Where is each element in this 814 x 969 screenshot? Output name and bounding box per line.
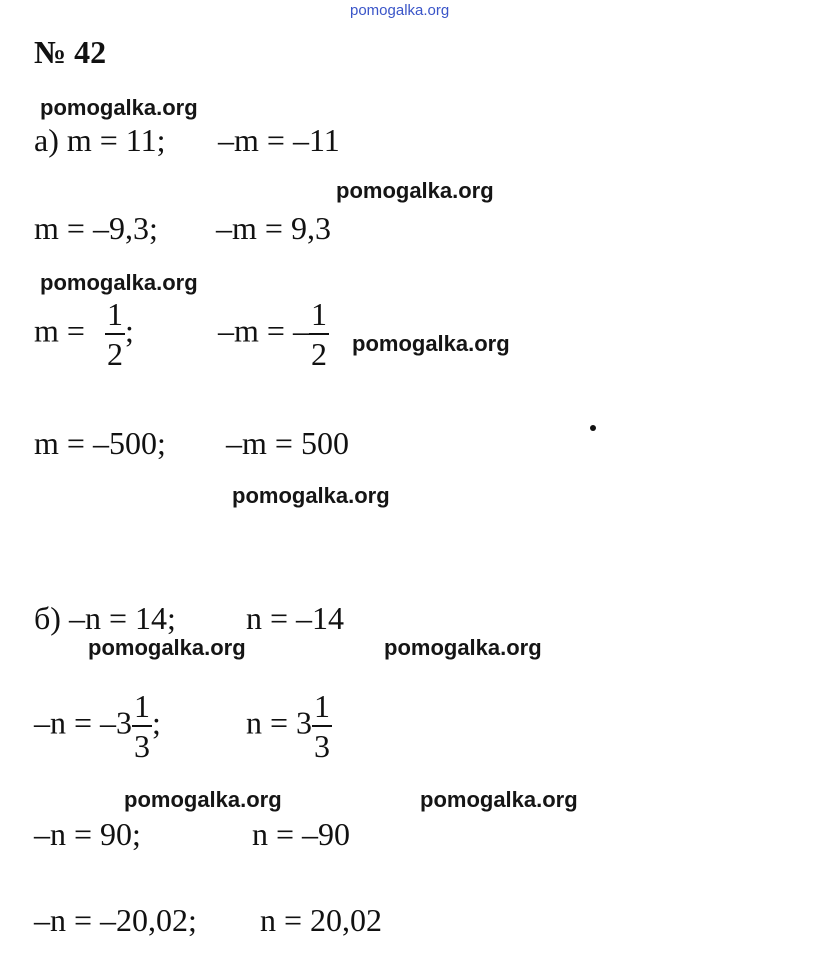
watermark: pomogalka.org — [124, 787, 282, 812]
fraction-numerator: 1 — [310, 296, 327, 332]
stray-dot — [590, 425, 596, 431]
fraction-bar — [105, 333, 125, 335]
fraction-bar — [132, 725, 152, 727]
equation-a3-left-prefix: m = — [34, 312, 85, 349]
equation-b1-right: n = –14 — [246, 600, 345, 636]
equation-a1-left: а) m = 11; — [34, 122, 166, 158]
equation-a2-right: –m = 9,3 — [216, 210, 331, 246]
problem-number: № 42 — [34, 34, 107, 70]
watermark: pomogalka.org — [40, 95, 198, 120]
equation-a3-right-prefix: –m = – — [218, 312, 309, 349]
equation-b2-left-prefix: –n = –3 — [34, 704, 133, 741]
fraction-numerator: 1 — [134, 688, 151, 724]
watermark: pomogalka.org — [232, 483, 390, 508]
watermark-top: pomogalka.org — [350, 2, 450, 19]
fraction-denominator: 3 — [134, 728, 151, 764]
equation-b4-left: –n = –20,02; — [34, 902, 197, 938]
fraction-numerator: 1 — [314, 688, 331, 724]
equation-a1-right: –m = –11 — [218, 122, 340, 158]
fraction-bar — [312, 725, 332, 727]
equation-a4-right: –m = 500 — [226, 425, 349, 461]
fraction-numerator: 1 — [106, 296, 123, 332]
equation-a2-left: m = –9,3; — [34, 210, 158, 246]
equation-b1-left: б) –n = 14; — [34, 600, 176, 636]
equation-a3-left — [34, 298, 134, 370]
fraction — [105, 298, 125, 370]
fraction-bar — [309, 333, 329, 335]
watermark: pomogalka.org — [40, 270, 198, 295]
equation-b2-left — [34, 690, 161, 762]
watermark: pomogalka.org — [420, 787, 578, 812]
fraction — [132, 690, 152, 762]
watermark: pomogalka.org — [88, 635, 246, 660]
equation-b3-left: –n = 90; — [34, 816, 141, 852]
equation-b2-right-prefix: n = 3 — [246, 704, 313, 741]
fraction-denominator: 2 — [310, 336, 327, 372]
fraction — [312, 690, 332, 762]
fraction — [309, 298, 329, 370]
watermark: pomogalka.org — [336, 178, 494, 203]
watermark: pomogalka.org — [384, 635, 542, 660]
equation-a3-left-suffix: ; — [124, 312, 134, 349]
equation-a3-right — [218, 298, 329, 370]
equation-b2-left-suffix: ; — [152, 704, 161, 741]
equation-b2-right — [246, 690, 332, 762]
fraction-denominator: 2 — [106, 336, 123, 372]
equation-b3-right: n = –90 — [252, 816, 351, 852]
watermark: pomogalka.org — [352, 331, 510, 356]
fraction-denominator: 3 — [314, 728, 331, 764]
equation-b4-right: n = 20,02 — [260, 902, 383, 938]
equation-a4-left: m = –500; — [34, 425, 166, 461]
